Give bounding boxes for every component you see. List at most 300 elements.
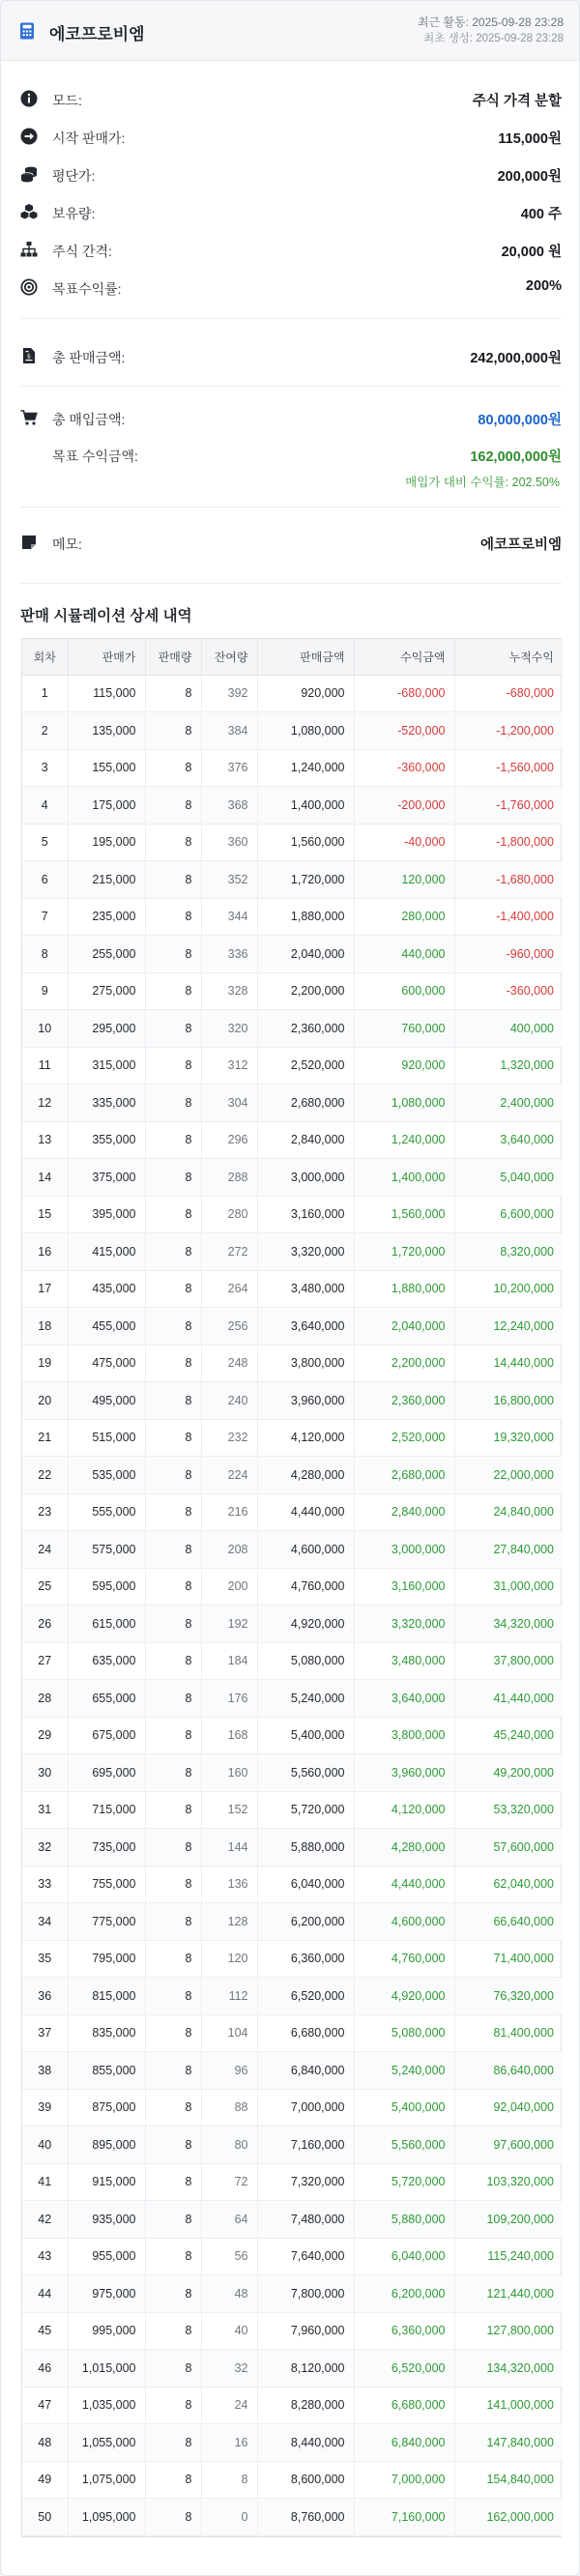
sell-price-cell: 1,095,000 [68,2499,145,2536]
start-price-row [20,125,562,148]
header-round: 회차 [22,639,68,675]
remaining-cell: 200 [201,1568,257,1606]
cumulative-cell: 49,200,000 [454,1754,563,1792]
start-price-value: 115,000원 [498,131,562,147]
remaining-cell: 56 [201,2238,257,2275]
remaining-cell: 104 [201,2014,257,2052]
cumulative-cell: 127,800,000 [454,2312,563,2350]
sell-price-cell: 495,000 [68,1382,145,1420]
sell-qty-cell: 8 [145,2089,201,2127]
sell-qty-cell: 8 [145,1196,201,1233]
header-sell-price: 판매가 [68,639,145,675]
round-cell: 36 [22,1978,68,2015]
round-cell: 35 [22,1940,68,1978]
remaining-cell: 288 [201,1159,257,1197]
sell-price-cell: 755,000 [68,1866,145,1903]
sell-qty-cell: 8 [145,1606,201,1643]
holdings-row [20,200,562,223]
round-cell: 40 [22,2127,68,2164]
cumulative-cell: 24,840,000 [454,1493,563,1531]
sell-qty-cell: 8 [145,2312,201,2350]
remaining-cell: 136 [201,1866,257,1903]
sell-price-cell: 995,000 [68,2312,145,2350]
profit-cell: 5,080,000 [354,2014,454,2052]
divider [20,386,562,387]
total-sales-row [20,344,562,367]
profit-cell: 3,800,000 [354,1717,454,1754]
round-cell: 2 [22,712,68,750]
remaining-cell: 336 [201,936,257,973]
remaining-cell: 272 [201,1233,257,1271]
sell-qty-cell: 8 [145,1457,201,1494]
cumulative-cell: 34,320,000 [454,1606,563,1643]
sell-amount-cell: 7,800,000 [257,2275,354,2313]
holdings-value: 400 주 [520,207,562,222]
cumulative-cell: -1,560,000 [454,749,563,787]
profit-cell: 7,000,000 [354,2461,454,2499]
sell-amount-cell: 8,440,000 [257,2424,354,2462]
sell-qty-cell: 8 [145,2275,201,2313]
table-row [22,2127,563,2164]
table-row [22,1642,563,1680]
cumulative-cell: -360,000 [454,972,563,1010]
created-text: 최초 생성: 2025-09-28 23:28 [423,33,564,44]
round-cell: 8 [22,936,68,973]
profit-cell: -680,000 [354,675,454,712]
sell-amount-cell: 5,720,000 [257,1791,354,1829]
sell-qty-cell: 8 [145,1419,201,1457]
remaining-cell: 208 [201,1531,257,1569]
sell-price-cell: 155,000 [68,749,145,787]
table-row [22,675,563,712]
cumulative-cell: 92,040,000 [454,2089,563,2127]
cumulative-cell: 27,840,000 [454,1531,563,1569]
sell-amount-cell: 3,000,000 [257,1159,354,1197]
profit-cell: 4,760,000 [354,1940,454,1978]
round-cell: 48 [22,2424,68,2462]
round-cell: 47 [22,2387,68,2424]
remaining-cell: 328 [201,972,257,1010]
table-row [22,1493,563,1531]
table-row [22,1196,563,1233]
sell-price-cell: 535,000 [68,1457,145,1494]
sell-qty-cell: 8 [145,1121,201,1159]
table-row [22,1791,563,1829]
sell-amount-cell: 2,040,000 [257,936,354,973]
table-row [22,1233,563,1271]
arrow-right-circle-icon [20,128,38,145]
remaining-cell: 296 [201,1121,257,1159]
round-cell: 14 [22,1159,68,1197]
sell-price-cell: 455,000 [68,1308,145,1346]
sell-qty-cell: 8 [145,1978,201,2015]
cumulative-cell: 14,440,000 [454,1345,563,1382]
target-rate-label: 목표수익률: [52,281,122,297]
round-cell: 49 [22,2461,68,2499]
sell-amount-cell: 7,320,000 [257,2163,354,2201]
table-row [22,1940,563,1978]
table-row [22,1047,563,1085]
sell-price-cell: 835,000 [68,2014,145,2052]
table-row [22,1085,563,1122]
cumulative-cell: 103,320,000 [454,2163,563,2201]
remaining-cell: 144 [201,1829,257,1867]
sell-price-cell: 435,000 [68,1270,145,1308]
sell-price-cell: 115,000 [68,675,145,712]
profit-cell: 120,000 [354,861,454,899]
sell-amount-cell: 3,480,000 [257,1270,354,1308]
round-cell: 1 [22,675,68,712]
avg-price-row [20,162,562,186]
profit-cell: 6,840,000 [354,2424,454,2462]
round-cell: 29 [22,1717,68,1754]
sell-amount-cell: 5,560,000 [257,1754,354,1792]
sell-qty-cell: 8 [145,1047,201,1085]
sell-price-cell: 415,000 [68,1233,145,1271]
remaining-cell: 384 [201,712,257,750]
sell-price-cell: 1,055,000 [68,2424,145,2462]
profit-cell: 6,520,000 [354,2350,454,2388]
profit-cell: 920,000 [354,1047,454,1085]
sell-price-cell: 855,000 [68,2052,145,2090]
remaining-cell: 120 [201,1940,257,1978]
cumulative-cell: 57,600,000 [454,1829,563,1867]
sell-amount-cell: 5,400,000 [257,1717,354,1754]
sell-qty-cell: 8 [145,1345,201,1382]
calculator-icon [19,22,35,40]
profit-cell: 3,960,000 [354,1754,454,1792]
info-circle-icon [20,90,38,107]
sell-amount-cell: 6,840,000 [257,2052,354,2090]
sell-price-cell: 255,000 [68,936,145,973]
sell-price-cell: 775,000 [68,1903,145,1941]
sell-qty-cell: 8 [145,2424,201,2462]
table-row [22,1829,563,1867]
sell-qty-cell: 8 [145,861,201,899]
remaining-cell: 88 [201,2089,257,2127]
table-row [22,1270,563,1308]
target-profit-row [20,443,562,466]
remaining-cell: 376 [201,749,257,787]
round-cell: 24 [22,1531,68,1569]
header-cumulative: 누적수익 [454,639,563,675]
remaining-cell: 392 [201,675,257,712]
total-sales-value: 242,000,000원 [470,351,562,366]
target-profit-label: 목표 수익금액: [52,449,138,464]
profit-cell: 280,000 [354,898,454,936]
profit-cell: 2,520,000 [354,1419,454,1457]
cumulative-cell: 81,400,000 [454,2014,563,2052]
sell-qty-cell: 8 [145,2127,201,2164]
sell-amount-cell: 2,200,000 [257,972,354,1010]
table-row [22,2089,563,2127]
memo-value: 에코프로비엠 [479,537,562,553]
round-cell: 15 [22,1196,68,1233]
sell-amount-cell: 5,880,000 [257,1829,354,1867]
profit-cell: 3,320,000 [354,1606,454,1643]
total-purchase-value: 80,000,000원 [478,413,562,428]
cumulative-cell: -1,800,000 [454,824,563,861]
header-meta [418,14,564,47]
sell-qty-cell: 8 [145,1308,201,1346]
sell-qty-cell: 8 [145,2499,201,2536]
table-row [22,1121,563,1159]
profit-cell: 1,240,000 [354,1121,454,1159]
remaining-cell: 216 [201,1493,257,1531]
sell-qty-cell: 8 [145,1791,201,1829]
cumulative-cell: 115,240,000 [454,2238,563,2275]
profit-cell: 5,240,000 [354,2052,454,2090]
remaining-cell: 16 [201,2424,257,2462]
round-cell: 46 [22,2350,68,2388]
cumulative-cell: 8,320,000 [454,1233,563,1271]
sell-amount-cell: 2,680,000 [257,1085,354,1122]
remaining-cell: 0 [201,2499,257,2536]
sell-price-cell: 555,000 [68,1493,145,1531]
cart-icon [20,409,38,426]
profit-cell: 6,040,000 [354,2238,454,2275]
mode-value: 주식 가격 분할 [472,94,562,109]
profit-cell: 4,920,000 [354,1978,454,2015]
sell-amount-cell: 920,000 [257,675,354,712]
remaining-cell: 40 [201,2312,257,2350]
profit-cell: 4,440,000 [354,1866,454,1903]
sell-amount-cell: 6,680,000 [257,2014,354,2052]
sell-price-cell: 795,000 [68,1940,145,1978]
sell-amount-cell: 6,200,000 [257,1903,354,1941]
sell-amount-cell: 1,240,000 [257,749,354,787]
remaining-cell: 184 [201,1642,257,1680]
round-cell: 30 [22,1754,68,1792]
table-row [22,1457,563,1494]
profit-cell: 6,680,000 [354,2387,454,2424]
profit-cell: 4,120,000 [354,1791,454,1829]
sell-price-cell: 375,000 [68,1159,145,1197]
sell-qty-cell: 8 [145,1866,201,1903]
cumulative-cell: 154,840,000 [454,2461,563,2499]
sell-price-cell: 1,075,000 [68,2461,145,2499]
sell-amount-cell: 4,600,000 [257,1531,354,1569]
header-profit: 수익금액 [354,639,454,675]
cumulative-cell: 66,640,000 [454,1903,563,1941]
remaining-cell: 232 [201,1419,257,1457]
remaining-cell: 48 [201,2275,257,2313]
sell-amount-cell: 8,760,000 [257,2499,354,2536]
sell-price-cell: 235,000 [68,898,145,936]
sell-qty-cell: 8 [145,2052,201,2090]
remaining-cell: 168 [201,1717,257,1754]
bullseye-icon [20,278,38,296]
sell-price-cell: 595,000 [68,1568,145,1606]
sell-price-cell: 175,000 [68,787,145,825]
sell-qty-cell: 8 [145,1680,201,1718]
round-cell: 21 [22,1419,68,1457]
cumulative-cell: 3,640,000 [454,1121,563,1159]
sell-price-cell: 1,015,000 [68,2350,145,2388]
simulation-table [22,639,563,2536]
profit-cell: -40,000 [354,824,454,861]
round-cell: 23 [22,1493,68,1531]
sell-qty-cell: 8 [145,2163,201,2201]
sell-price-cell: 395,000 [68,1196,145,1233]
cumulative-cell: 76,320,000 [454,1978,563,2015]
remaining-cell: 280 [201,1196,257,1233]
round-cell: 16 [22,1233,68,1271]
round-cell: 44 [22,2275,68,2313]
sell-price-cell: 615,000 [68,1606,145,1643]
round-cell: 43 [22,2238,68,2275]
round-cell: 5 [22,824,68,861]
table-row [22,2275,563,2313]
remaining-cell: 256 [201,1308,257,1346]
interval-row [20,238,562,261]
sell-amount-cell: 4,120,000 [257,1419,354,1457]
profit-cell: 3,160,000 [354,1568,454,1606]
sell-price-cell: 135,000 [68,712,145,750]
cumulative-cell: -680,000 [454,675,563,712]
table-section-title: 판매 시뮬레이션 상세 내역 [20,608,192,624]
cumulative-cell: 71,400,000 [454,1940,563,1978]
cumulative-cell: -1,400,000 [454,898,563,936]
cumulative-cell: 121,440,000 [454,2275,563,2313]
remaining-cell: 64 [201,2201,257,2239]
round-cell: 27 [22,1642,68,1680]
round-cell: 37 [22,2014,68,2052]
cumulative-cell: 16,800,000 [454,1382,563,1420]
profit-cell: 4,600,000 [354,1903,454,1941]
cumulative-cell: 10,200,000 [454,1270,563,1308]
mode-label: 모드: [52,93,82,108]
sell-amount-cell: 6,520,000 [257,1978,354,2015]
table-row [22,2461,563,2499]
cumulative-cell: 53,320,000 [454,1791,563,1829]
profit-cell: 2,040,000 [354,1308,454,1346]
sell-qty-cell: 8 [145,2014,201,2052]
profit-cell: -360,000 [354,749,454,787]
round-cell: 50 [22,2499,68,2536]
sell-price-cell: 215,000 [68,861,145,899]
table-row [22,936,563,973]
profit-cell: 3,480,000 [354,1642,454,1680]
cumulative-cell: 134,320,000 [454,2350,563,2388]
cumulative-cell: 45,240,000 [454,1717,563,1754]
sell-amount-cell: 3,960,000 [257,1382,354,1420]
table-row [22,1308,563,1346]
sell-amount-cell: 4,760,000 [257,1568,354,1606]
remaining-cell: 360 [201,824,257,861]
total-purchase-row [20,406,562,429]
sell-price-cell: 575,000 [68,1531,145,1569]
sell-amount-cell: 1,720,000 [257,861,354,899]
round-cell: 33 [22,1866,68,1903]
table-row [22,1866,563,1903]
page-title: 에코프로비엠 [49,25,145,43]
profit-cell: 760,000 [354,1010,454,1048]
table-row [22,824,563,861]
table-row [22,2052,563,2090]
sell-qty-cell: 8 [145,1903,201,1941]
sell-qty-cell: 8 [145,1233,201,1271]
table-row [22,1754,563,1792]
cumulative-cell: 12,240,000 [454,1308,563,1346]
sell-qty-cell: 8 [145,2238,201,2275]
sell-qty-cell: 8 [145,675,201,712]
sell-qty-cell: 8 [145,1085,201,1122]
sell-amount-cell: 1,880,000 [257,898,354,936]
remaining-cell: 80 [201,2127,257,2164]
invoice-icon [20,347,38,364]
profit-rate-note: 매입가 대비 수익률: 202.50% [405,476,560,489]
round-cell: 25 [22,1568,68,1606]
remaining-cell: 24 [201,2387,257,2424]
sell-price-cell: 695,000 [68,1754,145,1792]
sell-price-cell: 1,035,000 [68,2387,145,2424]
profit-cell: 5,560,000 [354,2127,454,2164]
sell-qty-cell: 8 [145,1717,201,1754]
round-cell: 42 [22,2201,68,2239]
holdings-label: 보유량: [52,206,96,221]
table-row [22,1606,563,1643]
sell-price-cell: 275,000 [68,972,145,1010]
sell-amount-cell: 6,360,000 [257,1940,354,1978]
cumulative-cell: -1,760,000 [454,787,563,825]
cumulative-cell: 97,600,000 [454,2127,563,2164]
sell-qty-cell: 8 [145,2201,201,2239]
sell-price-cell: 935,000 [68,2201,145,2239]
sell-amount-cell: 3,320,000 [257,1233,354,1271]
sell-qty-cell: 8 [145,712,201,750]
cumulative-cell: 86,640,000 [454,2052,563,2090]
profit-cell: 2,680,000 [354,1457,454,1494]
remaining-cell: 176 [201,1680,257,1718]
cumulative-cell: 400,000 [454,1010,563,1048]
sell-qty-cell: 8 [145,2350,201,2388]
sell-qty-cell: 8 [145,824,201,861]
sell-qty-cell: 8 [145,936,201,973]
round-cell: 10 [22,1010,68,1048]
sell-qty-cell: 8 [145,2461,201,2499]
sell-amount-cell: 2,840,000 [257,1121,354,1159]
profit-cell: 6,200,000 [354,2275,454,2313]
profit-cell: 3,640,000 [354,1680,454,1718]
cumulative-cell: 22,000,000 [454,1457,563,1494]
sell-amount-cell: 3,640,000 [257,1308,354,1346]
cumulative-cell: -1,200,000 [454,712,563,750]
round-cell: 32 [22,1829,68,1867]
round-cell: 6 [22,861,68,899]
table-row [22,1010,563,1048]
sell-qty-cell: 8 [145,1270,201,1308]
round-cell: 9 [22,972,68,1010]
cumulative-cell: 37,800,000 [454,1642,563,1680]
coins-icon [20,165,38,183]
round-cell: 17 [22,1270,68,1308]
remaining-cell: 320 [201,1010,257,1048]
sell-qty-cell: 8 [145,787,201,825]
sell-amount-cell: 4,920,000 [257,1606,354,1643]
profit-cell: 7,160,000 [354,2499,454,2536]
table-row [22,972,563,1010]
cumulative-cell: 31,000,000 [454,1568,563,1606]
profit-cell: 3,000,000 [354,1531,454,1569]
remaining-cell: 96 [201,2052,257,2090]
sell-price-cell: 635,000 [68,1642,145,1680]
last-active-text: 최근 활동: 2025-09-28 23:28 [417,15,564,29]
sell-price-cell: 335,000 [68,1085,145,1122]
sell-qty-cell: 8 [145,749,201,787]
round-cell: 39 [22,2089,68,2127]
sell-amount-cell: 7,640,000 [257,2238,354,2275]
